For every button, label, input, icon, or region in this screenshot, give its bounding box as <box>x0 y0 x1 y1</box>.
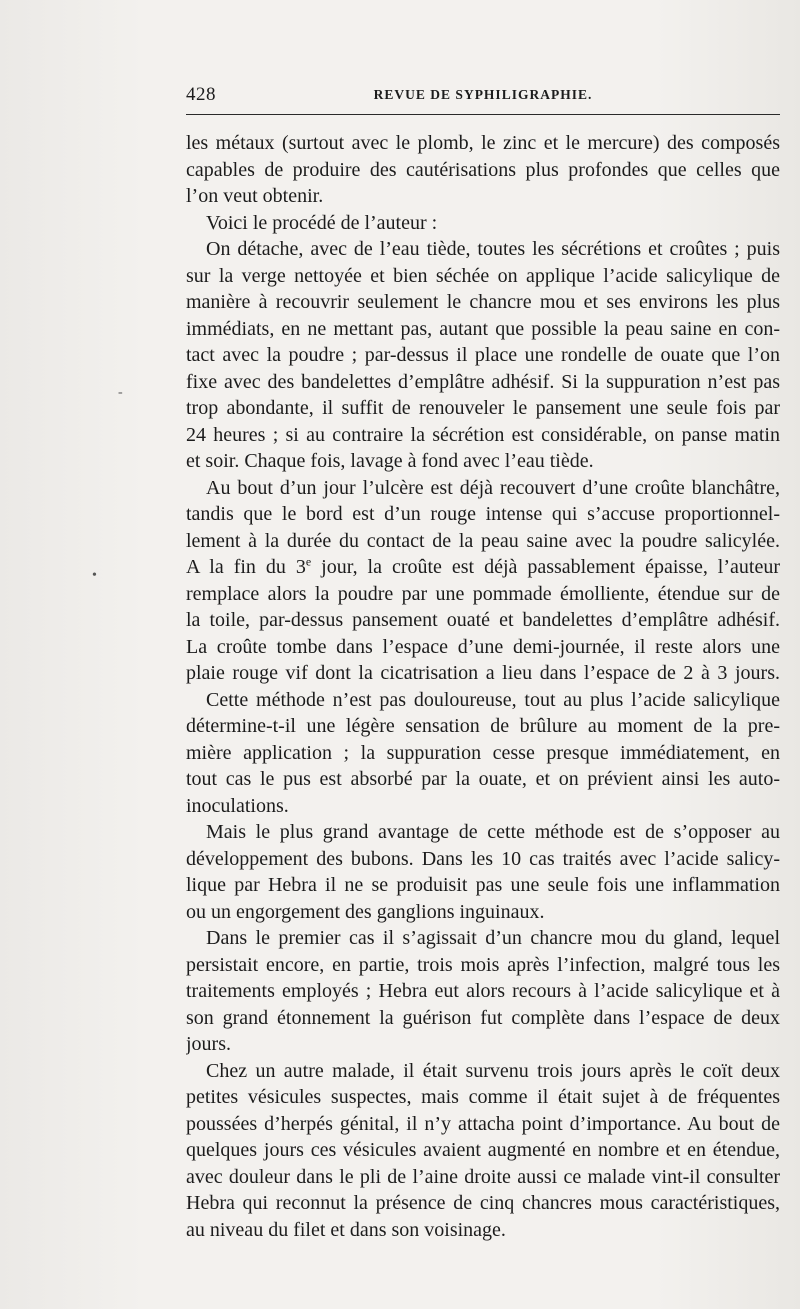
text-line: tandis que le bord est d’un rouge intense qui s’accuse proportionnel- <box>186 503 780 525</box>
text-line: remplace alors la poudre par une pommade émolliente, étendue sur de <box>186 582 780 605</box>
text-line: mière application ; la suppuration cesse presque immédiatement, en <box>186 741 780 764</box>
text-line: trop abondante, il suffit de renouveler le pansement une seule fois par <box>186 397 780 419</box>
text-line: immédiats, en ne mettant pas, autant que possible la peau saine en con- <box>186 317 780 340</box>
header-rule <box>186 114 780 115</box>
body-text <box>186 130 780 1243</box>
text-line: quelques jours ces vésicules avaient augmenté en nombre et en étendue, <box>186 1139 780 1161</box>
text-line: La croûte tombe dans l’espace d’une demi-journée, il reste alors une <box>186 635 780 658</box>
text-line: avec douleur dans le pli de l’aine droite aussi ce malade vint-il consulter <box>186 1165 780 1188</box>
margin-dot: • <box>92 568 97 583</box>
text-line: fixe avec des bandelettes d’emplâtre adhésif. Si la suppuration n’est pas <box>186 370 780 393</box>
text-line: traitements employés ; Hebra eut alors recours à l’acide salicylique et à <box>186 980 780 1002</box>
running-head: REVUE DE SYPHILIGRAPHIE. <box>373 87 593 102</box>
text-line: capables de produire des cautérisations plus profondes que celles que <box>186 158 780 181</box>
text-line: plaie rouge vif dont la cicatrisation a lieu dans l’espace de 2 à 3 jours. <box>186 662 780 684</box>
text-line: tact avec la poudre ; par-dessus il place une rondelle de ouate que l’on <box>186 344 780 366</box>
text-line: l’on veut obtenir. <box>186 185 324 207</box>
text-line: jours. <box>186 1033 231 1055</box>
text-line: Hebra qui reconnut la présence de cinq chancres mous caractéristiques, <box>186 1192 780 1214</box>
text-line: au niveau du filet et dans son voisinage. <box>186 1218 506 1241</box>
text-line: Mais le plus grand avantage de cette méthode est de s’opposer au <box>206 821 780 843</box>
text-line: Dans le premier cas il s’agissait d’un chancre mou du gland, lequel <box>206 927 780 949</box>
text-line: développement des bubons. Dans les 10 cas traités avec l’acide salicy- <box>186 847 780 870</box>
text-line: Chez un autre malade, il était survenu trois jours après le coït deux <box>206 1059 780 1082</box>
text-line: Voici le procédé de l’auteur : <box>206 211 438 234</box>
text-line: A la fin du 3e jour, la croûte est déjà passablement épaisse, l’auteur <box>186 554 780 578</box>
text-line: inoculations. <box>186 794 289 817</box>
text-line: son grand étonnement la guérison fut complète dans l’espace de deux <box>186 1006 780 1029</box>
text-line: Au bout d’un jour l’ulcère est déjà recouvert d’une croûte blanchâtre, <box>206 476 780 499</box>
text-line: les métaux (surtout avec le plomb, le zinc et le mercure) des composés <box>186 132 780 154</box>
text-line: détermine-t-il une légère sensation de brûlure au moment de la pre- <box>186 715 780 737</box>
margin-mark: - <box>118 385 123 400</box>
text-line: petites vésicules suspectes, mais comme il était sujet à de fréquentes <box>186 1086 780 1108</box>
text-line: 24 heures ; si au contraire la sécrétion est considérable, on panse matin <box>186 423 780 446</box>
page-header <box>186 84 780 108</box>
text-line: sur la verge nettoyée et bien séchée on applique l’acide salicylique de <box>186 264 780 287</box>
page-number: 428 <box>186 84 216 105</box>
text-line: persistait encore, en partie, trois mois après l’infection, malgré tous les <box>186 953 780 976</box>
text-line: lique par Hebra il ne se produisit pas une seule fois une inflammation <box>186 874 780 896</box>
text-line: On détache, avec de l’eau tiède, toutes les sécrétions et croûtes ; puis <box>206 238 780 260</box>
text-line: lement à la durée du contact de la peau saine avec la poudre salicylée. <box>186 529 780 552</box>
text-line: manière à recouvrir seulement le chancre mou et ses environs les plus <box>186 291 780 313</box>
text-line: et soir. Chaque fois, lavage à fond avec l’eau tiède. <box>186 450 594 472</box>
text-line: tout cas le pus est absorbé par la ouate, et on prévient ainsi les auto- <box>186 768 780 790</box>
text-line: poussées d’herpés génital, il n’y attacha point d’importance. Au bout de <box>186 1112 780 1135</box>
text-line: ou un engorgement des ganglions inguinaux. <box>186 900 545 923</box>
text-line: Cette méthode n’est pas douloureuse, tout au plus l’acide salicylique <box>206 688 780 711</box>
text-line: la toile, par-dessus pansement ouaté et bandelettes d’emplâtre adhésif. <box>186 609 780 631</box>
